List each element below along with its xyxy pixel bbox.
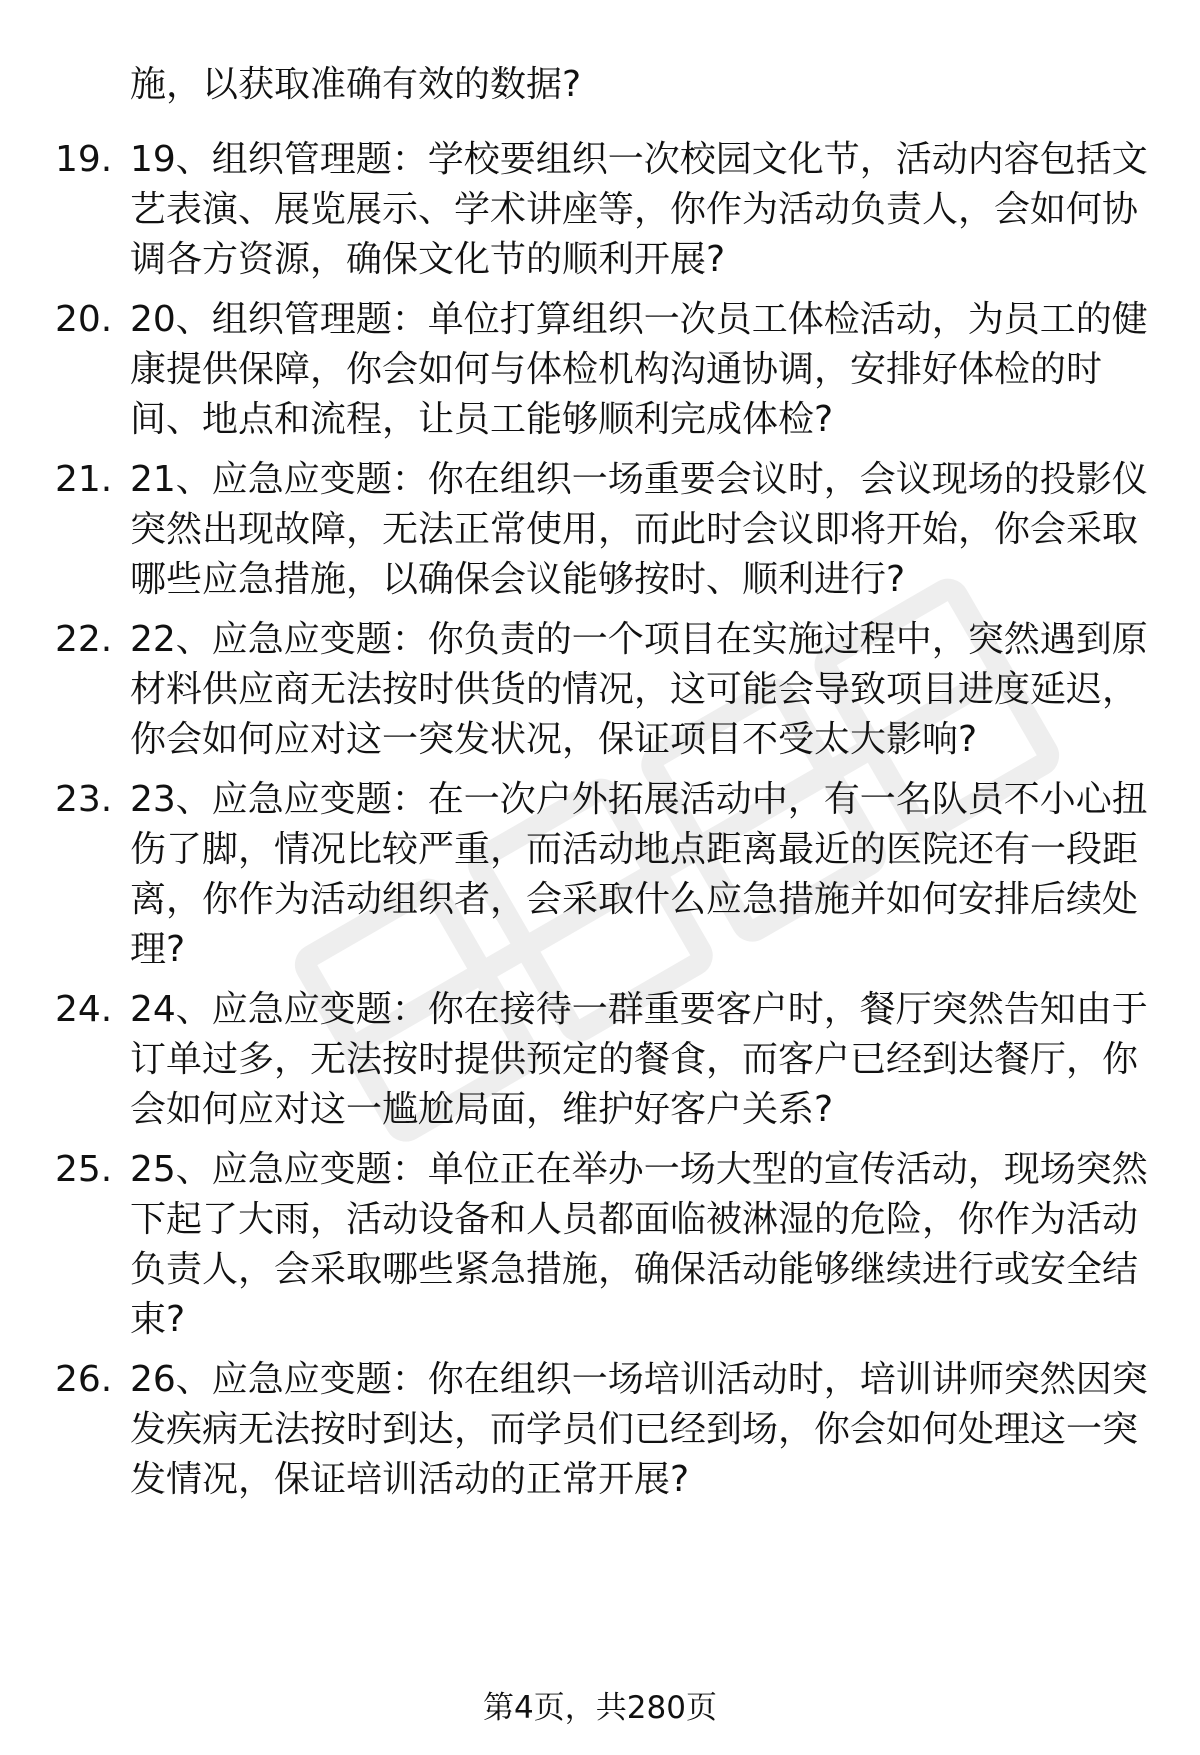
question-text: 19、组织管理题：学校要组织一次校园文化节，活动内容包括文艺表演、展览展示、学术讲座等，你作为活动负责人，会如何协调各方资源，确保文化节的顺利开展? xyxy=(130,139,1148,280)
list-number: 26. xyxy=(55,1359,113,1400)
page-footer: 第4页，共280页 xyxy=(483,1690,717,1726)
question-text: 21、应急应变题：你在组织一场重要会议时，会议现场的投影仪突然出现故障，无法正常使用，而此时会议即将开始，你会采取哪些应急措施，以确保会议能够按时、顺利进行? xyxy=(130,459,1148,600)
question-text: 23、应急应变题：在一次户外拓展活动中，有一名队员不小心扭伤了脚，情况比较严重，而活动地点距离最近的医院还有一段距离，你作为活动组织者，会采取什么应急措施并如何安排后续处理? xyxy=(130,779,1148,970)
list-number: 19. xyxy=(55,139,113,180)
list-number: 22. xyxy=(55,619,113,660)
list-number: 23. xyxy=(55,779,113,820)
question-text: 25、应急应变题：单位正在举办一场大型的宣传活动，现场突然下起了大雨，活动设备和人员都面临被淋湿的危险，你作为活动负责人，会采取哪些紧急措施，确保活动能够继续进行或安全结束? xyxy=(130,1149,1148,1340)
list-number: 21. xyxy=(55,459,113,500)
question-text: 24、应急应变题：你在接待一群重要客户时，餐厅突然告知由于订单过多，无法按时提供预定的餐食，而客户已经到达餐厅，你会如何应对这一尴尬局面，维护好客户关系? xyxy=(130,989,1148,1130)
question-text: 20、组织管理题：单位打算组织一次员工体检活动，为员工的健康提供保障，你会如何与体检机构沟通协调，安排好体检的时间、地点和流程，让员工能够顺利完成体检? xyxy=(130,299,1148,440)
list-number: 25. xyxy=(55,1149,113,1190)
question-text: 22、应急应变题：你负责的一个项目在实施过程中，突然遇到原材料供应商无法按时供货的情况，这可能会导致项目进度延迟，你会如何应对这一突发状况，保证项目不受太大影响? xyxy=(130,619,1148,760)
question-text: 26、应急应变题：你在组织一场培训活动时，培训讲师突然因突发疾病无法按时到达，而学员们已经到场，你会如何处理这一突发情况，保证培训活动的正常开展? xyxy=(130,1359,1148,1500)
list-number: 20. xyxy=(55,299,113,340)
list-number: 24. xyxy=(55,989,113,1030)
continuation-text: 施，以获取准确有效的数据? xyxy=(130,64,582,105)
